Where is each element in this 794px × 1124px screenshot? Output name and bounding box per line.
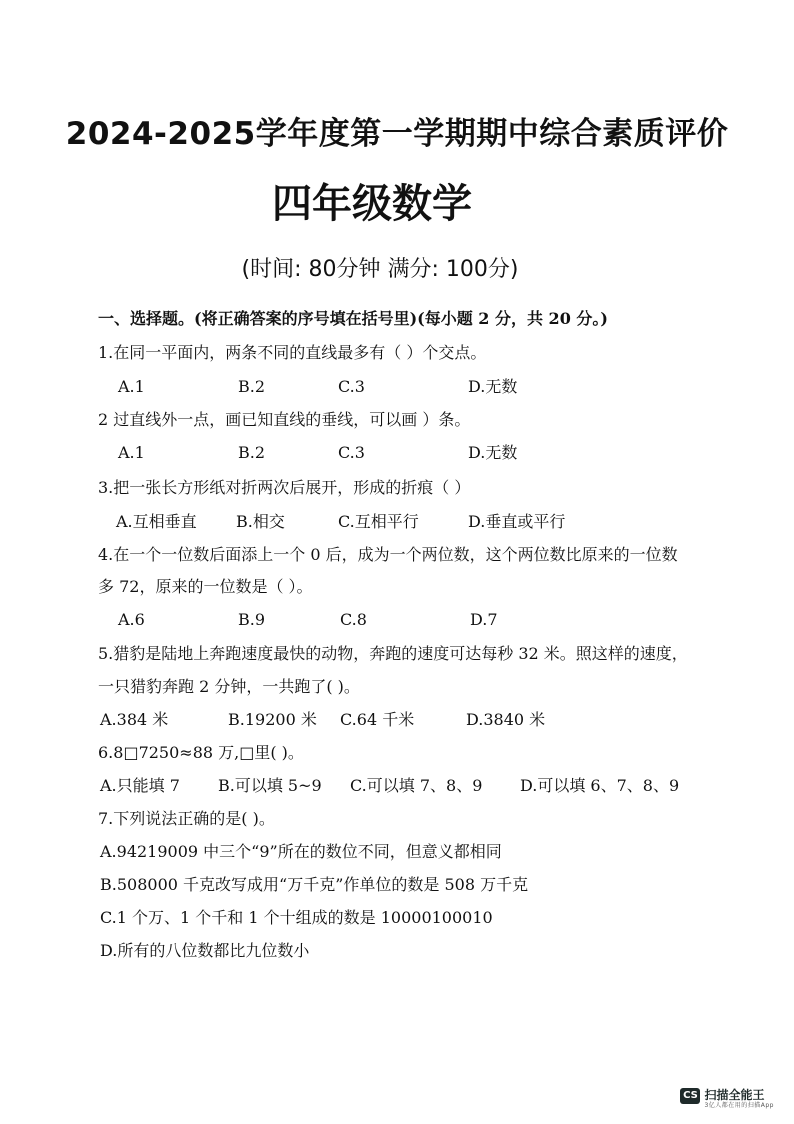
question-6-options [0, 775, 794, 797]
scanner-app-logo [680, 1088, 774, 1110]
option-b: B.2 [238, 377, 266, 396]
question-7: 7.下列说法正确的是( )。 [98, 809, 275, 828]
question-3-options [0, 511, 794, 533]
option-d: D.垂直或平行 [468, 512, 566, 531]
exam-title: 2024-2025学年度第一学期期中综合素质评价 [65, 116, 729, 152]
app-tagline: 3亿人都在用的扫描App [704, 1102, 774, 1109]
question-5-line-1: 5.猎豹是陆地上奔跑速度最快的动物，奔跑的速度可达每秒 32 米。照这样的速度， [98, 644, 688, 663]
option-c: C.64 千米 [340, 710, 415, 729]
option-d: D.无数 [468, 377, 518, 396]
option-d: D.所有的八位数都比九位数小 [100, 941, 310, 960]
question-4-line-1: 4.在一个一位数后面添上一个 0 后，成为一个两位数，这个两位数比原来的一位数 [98, 545, 678, 564]
option-a: A.1 [118, 377, 145, 396]
question-3: 3.把一张长方形纸对折两次后展开，形成的折痕（ ） [98, 478, 471, 497]
section-heading: 一、选择题。(将正确答案的序号填在括号里)(每小题 2 分，共 20 分。) [98, 309, 608, 328]
option-c: C.3 [338, 443, 365, 462]
question-2: 2 过直线外一点，画已知直线的垂线，可以画 ）条。 [98, 410, 471, 429]
option-a: A.384 米 [100, 710, 169, 729]
option-b: B.2 [238, 443, 266, 462]
option-b: B.相交 [236, 512, 285, 531]
option-a: A.只能填 7 [100, 776, 180, 795]
option-d: D.可以填 6、7、8、9 [520, 776, 680, 795]
option-b: B.19200 米 [228, 710, 317, 729]
option-a: A.1 [118, 443, 145, 462]
question-1-options [0, 376, 794, 398]
option-a: A.互相垂直 [116, 512, 197, 531]
option-b: B.508000 千克改写成用“万千克”作单位的数是 508 万千克 [100, 875, 529, 894]
option-c: C.8 [340, 610, 367, 629]
option-b: B.可以填 5~9 [218, 776, 322, 795]
option-d: D.3840 米 [466, 710, 546, 729]
option-c: C.3 [338, 377, 365, 396]
option-c: C.可以填 7、8、9 [350, 776, 483, 795]
option-a: A.6 [118, 610, 145, 629]
option-d: D.7 [470, 610, 498, 629]
question-1: 1.在同一平面内，两条不同的直线最多有（ ）个交点。 [98, 343, 487, 362]
question-6: 6.8□7250≈88 万,□里( )。 [98, 743, 304, 762]
option-c: C.互相平行 [338, 512, 419, 531]
question-5-line-2: 一只猎豹奔跑 2 分钟，一共跑了( )。 [98, 677, 360, 696]
cs-logo-icon: CS [680, 1088, 700, 1104]
question-4-options [0, 609, 794, 631]
subject-title: 四年级数学 [272, 181, 472, 227]
option-d: D.无数 [468, 443, 518, 462]
question-2-options [0, 442, 794, 464]
option-a: A.94219009 中三个“9”所在的数位不同，但意义都相同 [100, 842, 502, 861]
exam-time-and-score: (时间: 80分钟 满分: 100分) [241, 257, 519, 282]
option-b: B.9 [238, 610, 266, 629]
option-c: C.1 个万、1 个千和 1 个十组成的数是 10000100010 [100, 908, 493, 927]
question-5-options [0, 709, 794, 731]
app-name: 扫描全能王 [704, 1088, 765, 1102]
question-4-line-2: 多 72，原来的一位数是（ ）。 [98, 577, 313, 596]
